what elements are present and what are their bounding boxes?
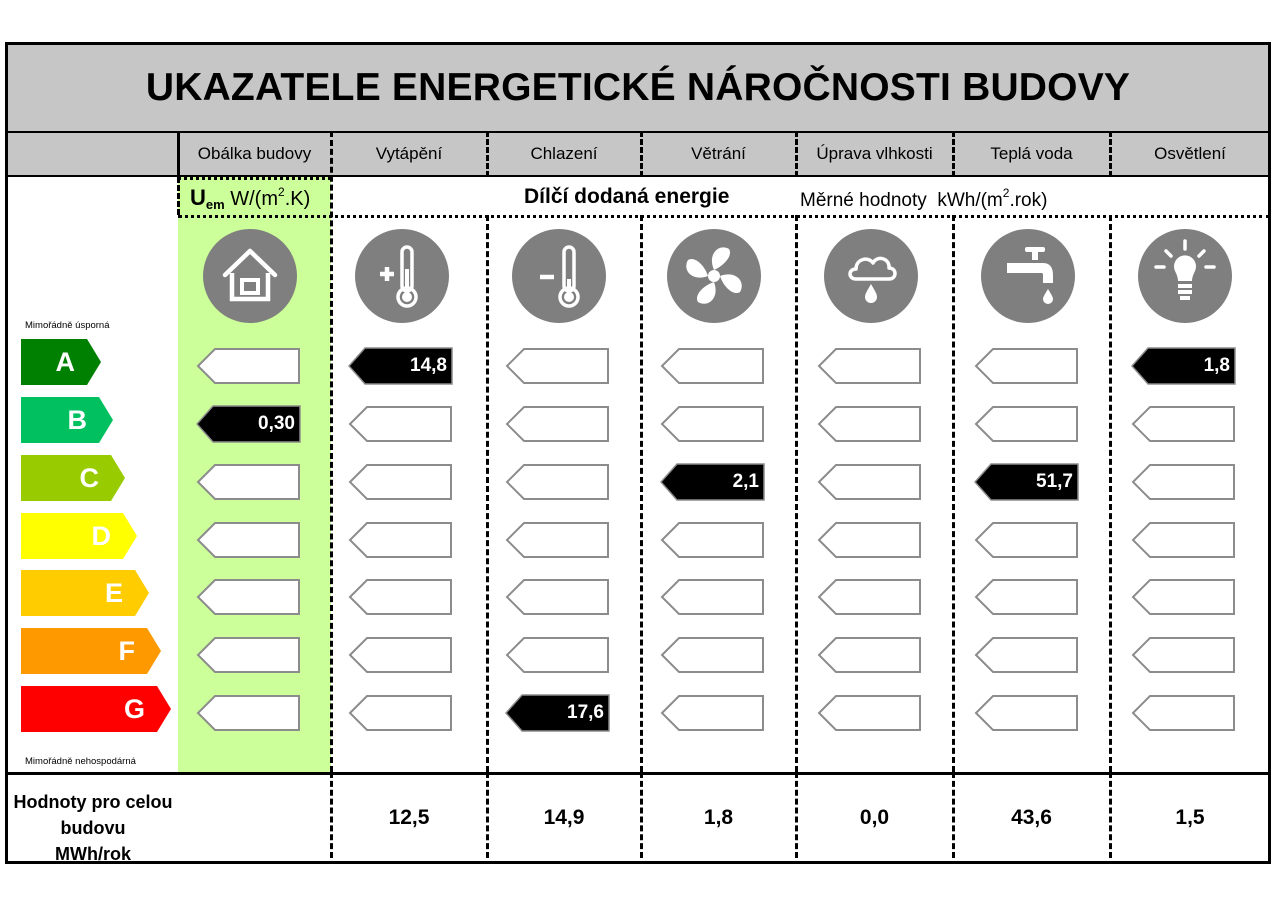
rating-indicator-empty — [196, 694, 301, 732]
rating-indicator-empty — [196, 463, 301, 501]
column-divider-6 — [1109, 215, 1112, 772]
footer-label-line1: Hodnoty pro celou budovu — [13, 792, 173, 838]
grade-a-arrow — [21, 339, 101, 385]
rating-indicator-empty — [817, 347, 922, 385]
rating-indicator-empty — [974, 521, 1079, 559]
footer-label-line2: MWh/rok — [55, 844, 131, 864]
grade-letter: B — [67, 405, 87, 435]
rating-indicator-empty — [974, 636, 1079, 674]
grade-letter: G — [123, 694, 145, 724]
rating-indicator-empty — [505, 636, 610, 674]
rating-indicator-empty — [660, 521, 765, 559]
rating-value: 2,1 — [732, 471, 759, 492]
rating-value: 17,6 — [567, 702, 604, 723]
header-divider-2 — [486, 131, 489, 177]
grade-letter: E — [104, 578, 123, 608]
grade-c-arrow — [21, 455, 125, 501]
rating-value: 51,7 — [1036, 471, 1073, 492]
column-header-3: Chlazení — [487, 131, 641, 177]
page-title: UKAZATELE ENERGETICKÉ NÁROČNOSTI BUDOVY — [8, 45, 1268, 131]
specific-unit-sup: 2 — [1002, 186, 1010, 200]
scale-top-label: Mimořádně úsporná — [25, 320, 110, 331]
rating-indicator-empty — [817, 521, 922, 559]
header-divider-4 — [795, 131, 798, 177]
rating-indicator-empty — [817, 463, 922, 501]
units-row-bottom-line — [178, 215, 1270, 218]
rating-indicator-empty — [196, 347, 301, 385]
grade-letter: C — [79, 463, 99, 493]
header-divider-5 — [952, 131, 955, 177]
rating-indicator-empty — [660, 347, 765, 385]
envelope-subscript: em — [205, 197, 225, 212]
envelope-units — [190, 185, 310, 212]
scale-bottom-label: Mimořádně nehospodárná — [25, 756, 136, 767]
rating-indicator-active — [505, 694, 610, 732]
rating-indicator-empty — [974, 694, 1079, 732]
grade-letter: F — [118, 636, 135, 666]
column-divider-envelope — [330, 131, 333, 772]
rating-indicator-empty — [505, 405, 610, 443]
rating-indicator-empty — [505, 463, 610, 501]
rating-indicator-empty — [974, 405, 1079, 443]
header-empty-cell — [8, 131, 178, 177]
footer-total-2: 14,9 — [543, 806, 585, 829]
rating-indicator-active — [1131, 347, 1236, 385]
column-header-6: Teplá voda — [953, 131, 1110, 177]
fan-icon — [667, 229, 761, 323]
rating-indicator-empty — [1131, 636, 1236, 674]
header-divider-6 — [1109, 131, 1112, 177]
footer-totals-row — [8, 772, 1268, 864]
rating-indicator-empty — [348, 694, 453, 732]
grade-f-arrow — [21, 628, 161, 674]
rating-indicator-empty — [348, 636, 453, 674]
footer-total-4: 0,0 — [859, 806, 890, 829]
specific-unit-pre: kWh/(m — [937, 190, 1003, 211]
header-divider-3 — [640, 131, 643, 177]
rating-indicator-active — [974, 463, 1079, 501]
specific-values-units — [800, 186, 1047, 212]
envelope-symbol: U — [190, 185, 206, 210]
rating-indicator-empty — [660, 636, 765, 674]
rating-indicator-empty — [196, 578, 301, 616]
grade-g-arrow — [21, 686, 171, 732]
column-divider-3 — [640, 215, 643, 772]
rating-indicator-empty — [974, 578, 1079, 616]
grade-letter: A — [55, 347, 75, 377]
column-header-7: Osvětlení — [1110, 131, 1270, 177]
cooling-thermometer-icon — [512, 229, 606, 323]
units-divider-left — [177, 177, 180, 215]
rating-indicator-empty — [505, 347, 610, 385]
rating-indicator-empty — [1131, 405, 1236, 443]
column-header-2: Vytápění — [331, 131, 487, 177]
rating-indicator-empty — [817, 578, 922, 616]
heating-thermometer-icon — [355, 229, 449, 323]
rating-indicator-active — [348, 347, 453, 385]
rating-indicator-empty — [660, 578, 765, 616]
rating-indicator-empty — [348, 578, 453, 616]
rating-indicator-empty — [817, 694, 922, 732]
rating-value: 1,8 — [1203, 355, 1230, 376]
rating-indicator-empty — [196, 521, 301, 559]
rating-indicator-empty — [348, 521, 453, 559]
footer-label — [8, 789, 178, 864]
footer-total-6: 1,5 — [1175, 806, 1205, 829]
rating-indicator-empty — [660, 405, 765, 443]
house-icon — [203, 229, 297, 323]
envelope-unit-pre: W/(m — [230, 188, 279, 210]
humidity-cloud-icon — [824, 229, 918, 323]
rating-indicator-empty — [817, 636, 922, 674]
column-divider-4 — [795, 215, 798, 772]
column-divider-2 — [486, 215, 489, 772]
rating-value: 14,8 — [410, 355, 447, 376]
rating-value: 0,30 — [258, 413, 295, 434]
rating-indicator-active — [660, 463, 765, 501]
column-divider-5 — [952, 215, 955, 772]
rating-indicator-empty — [1131, 694, 1236, 732]
envelope-unit-sup: 2 — [278, 185, 285, 199]
rating-indicator-empty — [817, 405, 922, 443]
column-header-1: Obálka budovy — [178, 131, 331, 177]
rating-indicator-empty — [505, 521, 610, 559]
grade-e-arrow — [21, 570, 149, 616]
rating-indicator-empty — [505, 578, 610, 616]
water-tap-icon — [981, 229, 1075, 323]
units-row-top-line — [178, 177, 331, 180]
specific-unit-post: .rok) — [1009, 190, 1048, 211]
grade-b-arrow — [21, 397, 113, 443]
rating-indicator-empty — [348, 405, 453, 443]
energy-label-frame — [5, 42, 1271, 864]
rating-indicator-empty — [196, 636, 301, 674]
specific-values-label: Měrné hodnoty — [800, 190, 927, 211]
grade-d-arrow — [21, 513, 137, 559]
grade-letter: D — [91, 521, 111, 551]
rating-indicator-active — [196, 405, 301, 443]
footer-total-3: 1,8 — [703, 806, 734, 829]
header-divider-solid — [177, 131, 180, 177]
rating-indicator-empty — [348, 463, 453, 501]
column-header-4: Větrání — [641, 131, 796, 177]
rating-indicator-empty — [1131, 578, 1236, 616]
envelope-unit-post: .K) — [284, 188, 311, 210]
rating-indicator-empty — [660, 694, 765, 732]
rating-indicator-empty — [1131, 463, 1236, 501]
column-header-5: Úprava vlhkosti — [796, 131, 953, 177]
footer-total-5: 43,6 — [1011, 806, 1052, 829]
rating-indicator-empty — [1131, 521, 1236, 559]
footer-total-1: 12,5 — [388, 806, 430, 829]
rating-indicator-empty — [974, 347, 1079, 385]
delivered-energy-label: Dílčí dodaná energie — [524, 185, 730, 208]
light-bulb-icon — [1138, 229, 1232, 323]
